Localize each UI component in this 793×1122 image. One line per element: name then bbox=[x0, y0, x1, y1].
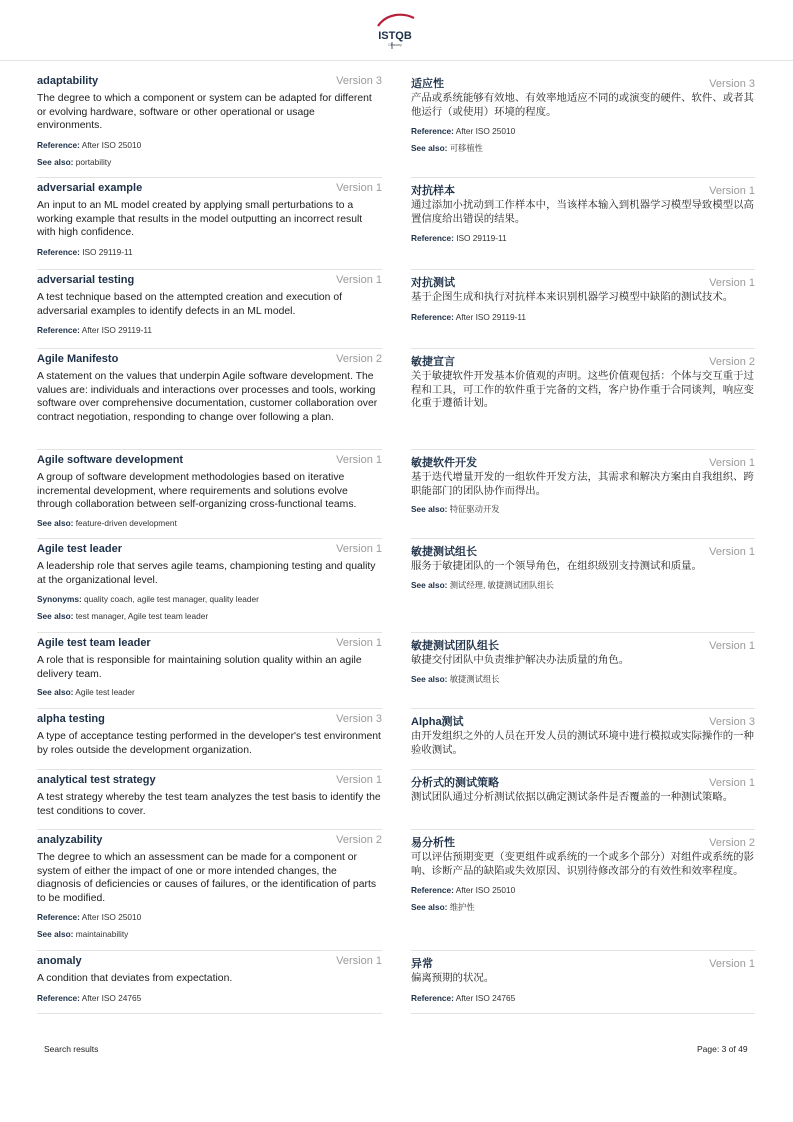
definition: A group of software development methodologies based on iterative incremental development, where requirements and solutions evolve through collaboration between self-organizing cross-functional teams. bbox=[37, 472, 357, 510]
version-label: Version 3 bbox=[336, 75, 382, 87]
glossary-entry bbox=[411, 450, 755, 539]
reference: Reference: After ISO 25010 bbox=[37, 912, 142, 922]
definition: 通过添加小扰动到工作样本中，当该样本输入到机器学习模型导致模型以高置信度给出错误的结果。 bbox=[411, 200, 754, 225]
definition: 服务于敏捷团队的一个领导角色，在组织级别支持测试和质量。 bbox=[411, 561, 702, 572]
see-also: See also: Agile test leader bbox=[37, 687, 135, 697]
definition: An input to an ML model created by applying small perturbations to a working example that results in the model outputting an incorrect result with high confidence. bbox=[37, 200, 363, 238]
definition: 敏捷交付团队中负责维护解决办法质量的角色。 bbox=[411, 655, 630, 666]
term[interactable]: Agile Manifesto bbox=[37, 353, 119, 365]
version-label: Version 1 bbox=[709, 958, 755, 970]
reference: Reference: After ISO 29119-11 bbox=[37, 325, 153, 335]
version-label: Version 1 bbox=[336, 637, 382, 649]
version-label: Version 3 bbox=[336, 713, 382, 725]
glossary-entry bbox=[411, 951, 755, 1014]
reference: Reference: After ISO 24765 bbox=[411, 992, 516, 1003]
glossary-entry bbox=[411, 709, 755, 770]
page-header bbox=[0, 10, 793, 61]
definition: 基于迭代增量开发的一组软件开发方法，其需求和解决方案由自我组织、跨职能部门的团队协作而得出。 bbox=[411, 472, 754, 497]
glossary-entry bbox=[37, 709, 382, 770]
definition: A statement on the values that underpin Agile software development. The values are: individuals and interactions over processes and tools, working software over comprehensive documentation, customer collaboration over contract negotiation, responding to change over following a plan. bbox=[37, 371, 378, 423]
term[interactable]: Alpha测试 bbox=[411, 716, 464, 728]
see-also: See also: 特征驱动开发 bbox=[411, 504, 500, 514]
reference: Reference: After ISO 25010 bbox=[411, 885, 516, 895]
see-also-link[interactable]: test manager, Agile test team leader bbox=[75, 611, 209, 621]
definition: A test technique based on the attempted creation and execution of adversarial examples to identify defects in an ML model. bbox=[37, 292, 343, 317]
definition: 关于敏捷软件开发基本价值观的声明。这些价值观包括：个体与交互重于过程和工具，可工作的软件重于完备的文档，客户协作重于合同谈判，响应变化重于遵循计划。 bbox=[411, 371, 754, 409]
see-also-link[interactable]: 测试经理, 敏捷测试团队组长 bbox=[449, 579, 554, 590]
term[interactable]: 敏捷软件开发 bbox=[411, 457, 477, 469]
see-also: See also: portability bbox=[37, 156, 112, 167]
definition: 测试团队通过分析测试依据以确定测试条件是否覆盖的一种测试策略。 bbox=[411, 792, 734, 803]
see-also: See also: feature-driven development bbox=[37, 517, 177, 528]
version-label: Version 1 bbox=[709, 640, 755, 652]
version-label: Version 1 bbox=[336, 182, 382, 194]
term[interactable]: 敏捷宣言 bbox=[411, 356, 455, 368]
see-also-link[interactable]: Agile test leader bbox=[75, 687, 135, 697]
see-also-link[interactable]: 敏捷测试组长 bbox=[449, 673, 500, 684]
term[interactable]: 对抗样本 bbox=[411, 185, 455, 197]
definition: The degree to which an assessment can be made for a component or system of either the impact of one or more intended changes, the diagnosis of deficiencies or causes of failures, or the identification of parts to be modified. bbox=[37, 852, 377, 904]
term[interactable]: 分析式的测试策略 bbox=[411, 777, 499, 789]
english-column bbox=[37, 71, 382, 1014]
version-label: Version 2 bbox=[709, 837, 755, 849]
version-label: Version 1 bbox=[336, 774, 382, 786]
version-label: Version 3 bbox=[709, 78, 755, 90]
version-label: Version 1 bbox=[709, 457, 755, 469]
term[interactable]: adversarial testing bbox=[37, 274, 135, 286]
term[interactable]: Agile software development bbox=[37, 454, 184, 466]
footer-page-number: Page: 3 of 49 bbox=[697, 1044, 748, 1054]
svg-text:Glossary: Glossary bbox=[388, 43, 402, 47]
definition: 基于企图生成和执行对抗样本来识别机器学习模型中缺陷的测试技术。 bbox=[411, 292, 734, 303]
term[interactable]: Agile test team leader bbox=[37, 637, 151, 649]
reference: Reference: After ISO 25010 bbox=[37, 139, 142, 150]
term[interactable]: 敏捷测试团队组长 bbox=[411, 640, 499, 652]
glossary-entry bbox=[37, 178, 382, 270]
term[interactable]: Agile test leader bbox=[37, 543, 122, 555]
see-also-link[interactable]: maintainability bbox=[75, 929, 129, 939]
term[interactable]: 对抗测试 bbox=[411, 277, 455, 289]
glossary-entry bbox=[411, 178, 755, 270]
see-also: See also: 敏捷测试组长 bbox=[411, 673, 500, 684]
reference: Reference: After ISO 25010 bbox=[411, 126, 516, 136]
glossary-entry bbox=[411, 349, 755, 450]
glossary-entry bbox=[37, 951, 382, 1014]
see-also: See also: 测试经理, 敏捷测试团队组长 bbox=[411, 579, 554, 590]
definition: A condition that deviates from expectation. bbox=[37, 973, 233, 984]
glossary-entry bbox=[411, 830, 755, 951]
reference: Reference: After ISO 29119-11 bbox=[411, 311, 527, 322]
definition: The degree to which a component or system can be adapted for different or evolving hardware, software or other operational or usage environments. bbox=[37, 93, 372, 131]
definition: 由开发组织之外的人员在开发人员的测试环境中进行模拟或实际操作的一种验收测试。 bbox=[411, 731, 754, 756]
glossary-entry bbox=[411, 270, 755, 349]
see-also: See also: 维护性 bbox=[411, 902, 475, 912]
term[interactable]: adaptability bbox=[37, 75, 99, 87]
version-label: Version 1 bbox=[709, 546, 755, 558]
reference: Reference: After ISO 24765 bbox=[37, 992, 142, 1003]
glossary-entry bbox=[37, 71, 382, 178]
glossary-entry bbox=[37, 770, 382, 830]
term[interactable]: 易分析性 bbox=[411, 837, 455, 849]
term[interactable]: alpha testing bbox=[37, 713, 105, 725]
version-label: Version 2 bbox=[709, 356, 755, 368]
term[interactable]: adversarial example bbox=[37, 182, 143, 194]
term[interactable]: 敏捷测试组长 bbox=[411, 546, 477, 558]
glossary-entry bbox=[37, 349, 382, 450]
version-label: Version 1 bbox=[336, 955, 382, 967]
see-also: See also: maintainability bbox=[37, 929, 129, 939]
see-also-link[interactable]: 可移植性 bbox=[449, 143, 483, 153]
see-also-link[interactable]: portability bbox=[75, 156, 112, 167]
term[interactable]: 适应性 bbox=[411, 78, 444, 90]
definition: 偏离预期的状况。 bbox=[411, 973, 495, 984]
glossary-entry bbox=[411, 539, 755, 633]
chinese-column bbox=[411, 71, 755, 1014]
version-label: Version 1 bbox=[709, 277, 755, 289]
version-label: Version 2 bbox=[336, 353, 382, 365]
version-label: Version 1 bbox=[336, 543, 382, 555]
definition: A type of acceptance testing performed in the developer's test environment by roles outside the development organization. bbox=[37, 731, 381, 756]
glossary-entry bbox=[37, 830, 382, 951]
term[interactable]: anomaly bbox=[37, 955, 82, 967]
version-label: Version 3 bbox=[709, 716, 755, 728]
definition: A test strategy whereby the test team analyzes the test basis to identify the test conditions to cover. bbox=[37, 792, 381, 817]
version-label: Version 2 bbox=[336, 834, 382, 846]
glossary-entry bbox=[37, 450, 382, 539]
term[interactable]: 异常 bbox=[411, 958, 433, 970]
version-label: Version 1 bbox=[336, 274, 382, 286]
see-also-link[interactable]: 维护性 bbox=[449, 902, 475, 912]
definition: A leadership role that serves agile teams, championing testing and quality at the organizational level. bbox=[37, 561, 376, 586]
glossary-entry bbox=[411, 633, 755, 709]
glossary-entry bbox=[411, 770, 755, 830]
synonyms: Synonyms: quality coach, agile test manager, quality leader bbox=[37, 594, 259, 604]
istqb-logo bbox=[372, 12, 418, 50]
term[interactable]: analyzability bbox=[37, 834, 103, 846]
definition: 产品或系统能够有效地、有效率地适应不同的或演变的硬件、软件、或者其他运行（或使用）环境的程度。 bbox=[411, 93, 754, 118]
footer-search-results: Search results bbox=[44, 1044, 99, 1054]
definition: A role that is responsible for maintaining solution quality within an agile delivery team. bbox=[37, 655, 362, 680]
reference: Reference: ISO 29119-11 bbox=[37, 246, 133, 257]
svg-text:ISTQB: ISTQB bbox=[378, 30, 412, 42]
glossary-entry bbox=[37, 270, 382, 349]
term[interactable]: analytical test strategy bbox=[37, 774, 156, 786]
version-label: Version 1 bbox=[709, 185, 755, 197]
glossary-entry bbox=[37, 539, 382, 633]
reference: Reference: ISO 29119-11 bbox=[411, 233, 507, 243]
see-also: See also: test manager, Agile test team leader bbox=[37, 611, 209, 621]
version-label: Version 1 bbox=[336, 454, 382, 466]
see-also-link[interactable]: 特征驱动开发 bbox=[449, 504, 500, 514]
see-also: See also: 可移植性 bbox=[411, 143, 483, 153]
see-also-link[interactable]: feature-driven development bbox=[75, 517, 177, 528]
glossary-entry bbox=[37, 633, 382, 709]
definition: 可以评估预期变更（变更组件或系统的一个或多个部分）对组件或系统的影响、诊断产品的缺陷或失效原因、识别待修改部分的有效性和效率程度。 bbox=[411, 852, 754, 877]
version-label: Version 1 bbox=[709, 777, 755, 789]
glossary-entry bbox=[411, 71, 755, 178]
